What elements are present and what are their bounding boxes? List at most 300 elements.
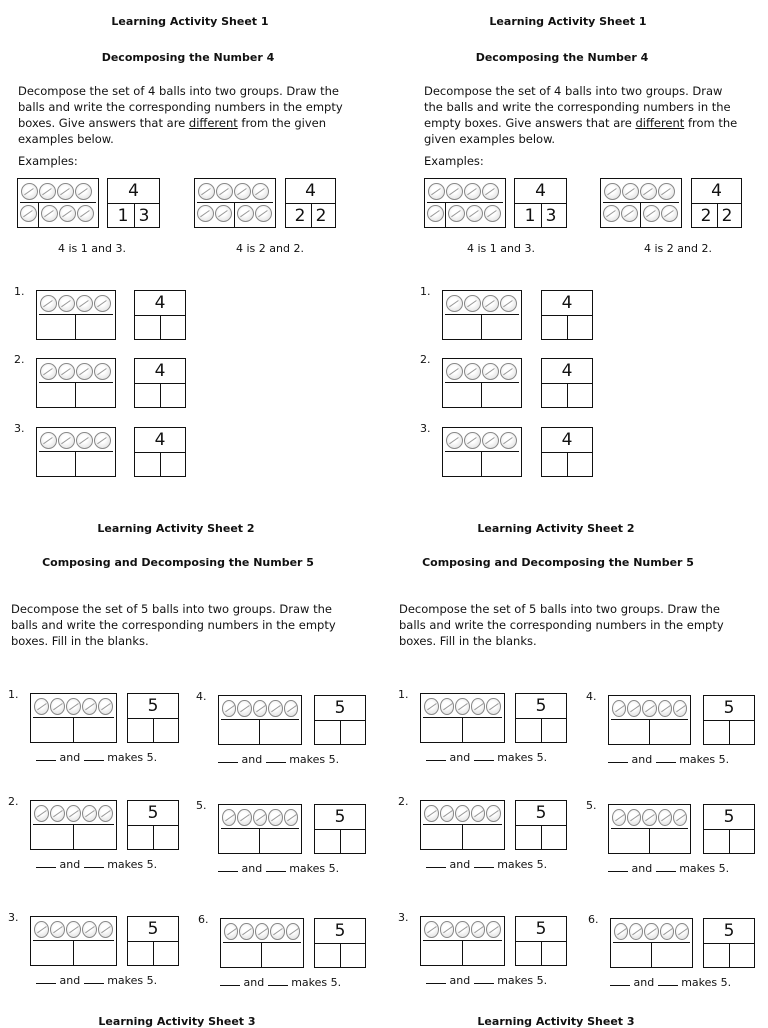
bond-right-input[interactable]: [153, 719, 178, 743]
ball-icon: [642, 809, 656, 826]
and-word: and: [631, 753, 653, 766]
answer-area-right[interactable]: [77, 383, 115, 407]
number-bond-example-2: [285, 178, 336, 228]
sheet1-subtitle: Decomposing the Number 4: [101, 51, 275, 64]
number-bond: [541, 427, 593, 477]
answer-area-left[interactable]: [31, 825, 73, 849]
and-word: and: [59, 974, 81, 987]
ball-icon: [621, 205, 638, 222]
answer-area-right[interactable]: [74, 941, 116, 965]
number-bond: [314, 804, 366, 854]
answer-area-left[interactable]: [219, 720, 259, 744]
ball-icon: [76, 432, 93, 449]
ball-icon: [428, 183, 445, 200]
ball-icon: [253, 700, 267, 717]
bond-left-input[interactable]: [704, 944, 729, 968]
ball-icon: [500, 295, 517, 312]
ball-icon: [644, 923, 658, 940]
and-word: and: [449, 751, 471, 764]
ball-icon: [427, 205, 444, 222]
blank-2[interactable]: [656, 762, 676, 763]
answer-area-left[interactable]: [37, 383, 75, 407]
fill-in-sentence: [36, 751, 157, 764]
bond-total: 5: [315, 919, 365, 944]
ball-icon: [40, 295, 57, 312]
ball-icon: [66, 805, 81, 822]
number-bond-example-1: [514, 178, 567, 228]
ball-icon: [237, 700, 251, 717]
bond-left-input[interactable]: [542, 384, 567, 408]
ball-icon: [622, 183, 639, 200]
ball-icon: [252, 183, 269, 200]
ball-icon: [284, 809, 298, 826]
ball-icon: [440, 698, 455, 715]
blank-2[interactable]: [474, 760, 494, 761]
ball-icon: [440, 805, 455, 822]
example-1-caption: 4 is 1 and 3.: [58, 242, 126, 255]
answer-area-left[interactable]: [221, 943, 261, 967]
bond-left-input[interactable]: [704, 830, 729, 854]
ball-icon: [98, 698, 113, 715]
ball-icon: [215, 205, 232, 222]
answer-area-right[interactable]: [483, 315, 521, 339]
fill-in-sentence: [36, 858, 157, 871]
ball-icon: [486, 921, 501, 938]
bond-left: 2: [294, 206, 306, 226]
ball-icon: [466, 205, 483, 222]
answer-area-left[interactable]: [421, 825, 462, 849]
ball-icon: [673, 809, 687, 826]
ball-icon: [482, 295, 499, 312]
bond-right-input[interactable]: [160, 316, 185, 340]
worksheet-right: [384, 0, 768, 1028]
number-bond: [134, 427, 186, 477]
answer-area-right[interactable]: [261, 829, 301, 853]
bond-right-input[interactable]: [729, 944, 754, 968]
ball-icon: [642, 700, 656, 717]
ball-icon: [455, 805, 470, 822]
ball-icon: [464, 363, 481, 380]
ball-frame: [30, 916, 117, 966]
number-bond: [134, 358, 186, 408]
ball-icon: [448, 205, 465, 222]
fill-in-sentence: [610, 976, 731, 989]
ball-frame: [420, 800, 505, 850]
item-number: 3.: [8, 911, 19, 924]
ball-icon: [446, 295, 463, 312]
sheet2-instructions: Decompose the set of 5 balls into two groups. Draw the balls and write the corresponding numbers in the empty boxes. Fill in the blanks.: [399, 602, 724, 648]
answer-area-right[interactable]: [77, 452, 115, 476]
ball-frame: [442, 290, 522, 340]
ball-frame-example-2: [600, 178, 682, 228]
bond-left-input[interactable]: [135, 384, 160, 408]
answer-area-left[interactable]: [421, 718, 462, 742]
ball-icon: [455, 698, 470, 715]
ball-icon: [658, 183, 675, 200]
ball-icon: [446, 432, 463, 449]
answer-area-left[interactable]: [609, 720, 649, 744]
answer-area-right[interactable]: [263, 943, 303, 967]
number-bond: [134, 290, 186, 340]
ball-icon: [658, 700, 672, 717]
makes-text: makes 5.: [107, 858, 158, 871]
number-bond: [515, 916, 567, 966]
item-number: 6.: [198, 913, 209, 926]
answer-area-right[interactable]: [650, 829, 690, 853]
ball-icon: [222, 809, 236, 826]
ball-icon: [77, 205, 94, 222]
answer-area-left[interactable]: [443, 315, 481, 339]
bond-left-input[interactable]: [516, 942, 541, 966]
fill-in-sentence: [36, 974, 157, 987]
bond-total: 5: [516, 694, 566, 719]
item-number: 1.: [8, 688, 19, 701]
ball-icon: [50, 698, 65, 715]
number-bond: [703, 918, 755, 968]
ball-icon: [627, 809, 641, 826]
example-2-caption: 4 is 2 and 2.: [236, 242, 304, 255]
blank-1[interactable]: [220, 985, 240, 986]
ball-icon: [446, 183, 463, 200]
bond-right-input[interactable]: [340, 830, 365, 854]
number-bond-example-2: [691, 178, 742, 228]
ball-icon: [58, 363, 75, 380]
bond-total: 5: [516, 917, 566, 942]
makes-text: makes 5.: [497, 974, 548, 987]
blank-2[interactable]: [658, 985, 678, 986]
answer-area-right[interactable]: [74, 718, 116, 742]
item-number: 2.: [8, 795, 19, 808]
ball-icon: [455, 921, 470, 938]
ball-icon: [500, 432, 517, 449]
bond-left-input[interactable]: [315, 721, 340, 745]
ball-icon: [98, 805, 113, 822]
item-number: 1.: [420, 285, 431, 298]
fill-in-sentence: [608, 862, 729, 875]
answer-area-left[interactable]: [37, 452, 75, 476]
bond-right-input[interactable]: [160, 453, 185, 477]
number-bond: [314, 918, 366, 968]
ball-frame: [608, 695, 691, 745]
bond-left-input[interactable]: [516, 719, 541, 743]
ball-icon: [446, 363, 463, 380]
ball-icon: [464, 295, 481, 312]
ball-icon: [612, 809, 626, 826]
bond-total: 4: [515, 179, 566, 204]
bond-right-input[interactable]: [567, 453, 592, 477]
blank-2[interactable]: [656, 871, 676, 872]
ball-icon: [471, 805, 486, 822]
sheet1-title: Learning Activity Sheet 1: [111, 15, 269, 28]
ball-icon: [75, 183, 92, 200]
and-word: and: [241, 862, 263, 875]
bond-right-input[interactable]: [153, 942, 178, 966]
ball-icon: [237, 809, 251, 826]
ball-frame: [218, 695, 302, 745]
ball-icon: [20, 205, 37, 222]
answer-area-left[interactable]: [37, 315, 75, 339]
ball-icon: [484, 205, 501, 222]
ball-icon: [284, 700, 298, 717]
bond-right-input[interactable]: [729, 830, 754, 854]
bond-left-input[interactable]: [128, 942, 153, 966]
answer-area-right[interactable]: [74, 825, 116, 849]
sheet2-instructions: Decompose the set of 5 balls into two groups. Draw the balls and write the corresponding numbers in the empty boxes. Fill in the blanks.: [11, 602, 336, 648]
bond-total: 4: [542, 359, 592, 384]
makes-text: makes 5.: [497, 858, 548, 871]
answer-area-left[interactable]: [611, 943, 651, 967]
blank-2[interactable]: [84, 760, 104, 761]
ball-icon: [268, 809, 282, 826]
ball-icon: [440, 921, 455, 938]
ball-icon: [612, 700, 626, 717]
ball-icon: [94, 363, 111, 380]
answer-area-right[interactable]: [463, 825, 504, 849]
number-bond: [541, 290, 593, 340]
and-word: and: [633, 976, 655, 989]
ball-icon: [66, 698, 81, 715]
answer-area-right[interactable]: [77, 315, 115, 339]
bond-left-input[interactable]: [315, 944, 340, 968]
blank-1[interactable]: [426, 983, 446, 984]
and-word: and: [449, 858, 471, 871]
bond-total: 4: [286, 179, 335, 204]
blank-1[interactable]: [218, 762, 238, 763]
makes-text: makes 5.: [679, 753, 730, 766]
ball-icon: [643, 205, 660, 222]
ball-icon: [41, 205, 58, 222]
answer-area-left[interactable]: [421, 941, 462, 965]
blank-1[interactable]: [36, 867, 56, 868]
blank-1[interactable]: [36, 983, 56, 984]
bond-right-input[interactable]: [153, 826, 178, 850]
ball-icon: [482, 363, 499, 380]
bond-total: 4: [542, 428, 592, 453]
bond-right-input[interactable]: [541, 826, 566, 850]
bond-left-input[interactable]: [128, 826, 153, 850]
ball-icon: [50, 921, 65, 938]
ball-frame: [420, 916, 505, 966]
ball-icon: [197, 205, 214, 222]
makes-text: makes 5.: [107, 974, 158, 987]
example-1-caption: 4 is 1 and 3.: [467, 242, 535, 255]
bond-right-input[interactable]: [567, 384, 592, 408]
makes-text: makes 5.: [289, 862, 340, 875]
answer-area-right[interactable]: [261, 720, 301, 744]
ball-icon: [255, 923, 269, 940]
ball-icon: [34, 921, 49, 938]
answer-area-right[interactable]: [483, 452, 521, 476]
ball-icon: [222, 700, 236, 717]
blank-1[interactable]: [426, 760, 446, 761]
bond-right-input[interactable]: [160, 384, 185, 408]
bond-total: 5: [128, 917, 178, 942]
bond-left-input[interactable]: [315, 830, 340, 854]
item-number: 6.: [588, 913, 599, 926]
blank-2[interactable]: [266, 871, 286, 872]
ball-icon: [59, 205, 76, 222]
ball-icon: [464, 183, 481, 200]
item-number: 4.: [196, 690, 207, 703]
answer-area-left[interactable]: [31, 941, 73, 965]
ball-icon: [39, 183, 56, 200]
number-bond: [127, 916, 179, 966]
ball-frame: [36, 427, 116, 477]
ball-icon: [629, 923, 643, 940]
bond-right-input[interactable]: [541, 719, 566, 743]
and-word: and: [59, 751, 81, 764]
ball-frame-example-1: [424, 178, 506, 228]
fill-in-sentence: [218, 753, 339, 766]
ball-icon: [268, 700, 282, 717]
ball-frame: [30, 693, 117, 743]
bond-left-input[interactable]: [135, 316, 160, 340]
ball-icon: [660, 923, 674, 940]
ball-frame: [608, 804, 691, 854]
fill-in-sentence: [218, 862, 339, 875]
blank-2[interactable]: [474, 983, 494, 984]
ball-icon: [82, 921, 97, 938]
answer-area-left[interactable]: [609, 829, 649, 853]
ball-frame: [30, 800, 117, 850]
bond-right-input[interactable]: [541, 942, 566, 966]
ball-icon: [424, 921, 439, 938]
bond-left-input[interactable]: [704, 721, 729, 745]
makes-text: makes 5.: [497, 751, 548, 764]
ball-icon: [255, 205, 272, 222]
bond-total: 4: [135, 428, 185, 453]
ball-icon: [486, 698, 501, 715]
answer-area-right[interactable]: [652, 943, 692, 967]
sheet3-title: Learning Activity Sheet 3: [477, 1015, 635, 1028]
bond-left-input[interactable]: [135, 453, 160, 477]
bond-right: 2: [721, 206, 733, 226]
examples-label: Examples:: [424, 154, 484, 168]
ball-icon: [40, 432, 57, 449]
example-2-caption: 4 is 2 and 2.: [644, 242, 712, 255]
number-bond: [314, 695, 366, 745]
ball-icon: [76, 295, 93, 312]
ball-icon: [239, 923, 253, 940]
fill-in-sentence: [220, 976, 341, 989]
blank-2[interactable]: [84, 983, 104, 984]
ball-icon: [58, 295, 75, 312]
ball-frame: [218, 804, 302, 854]
bond-left-input[interactable]: [542, 316, 567, 340]
and-word: and: [449, 974, 471, 987]
ball-icon: [66, 921, 81, 938]
ball-frame: [220, 918, 304, 968]
ball-icon: [98, 921, 113, 938]
ball-frame: [36, 358, 116, 408]
ball-icon: [482, 183, 499, 200]
ball-icon: [482, 432, 499, 449]
ball-icon: [58, 432, 75, 449]
fill-in-sentence: [426, 974, 547, 987]
bond-right: 3: [138, 206, 150, 226]
fill-in-sentence: [608, 753, 729, 766]
blank-2[interactable]: [474, 867, 494, 868]
ball-frame: [442, 358, 522, 408]
blank-1[interactable]: [608, 762, 628, 763]
number-bond: [127, 800, 179, 850]
answer-area-right[interactable]: [650, 720, 690, 744]
bond-total: 5: [704, 805, 754, 830]
answer-area-left[interactable]: [443, 452, 481, 476]
bond-right-input[interactable]: [340, 721, 365, 745]
ball-icon: [424, 805, 439, 822]
bond-left-input[interactable]: [542, 453, 567, 477]
ball-icon: [237, 205, 254, 222]
ball-icon: [21, 183, 38, 200]
answer-area-left[interactable]: [31, 718, 73, 742]
answer-area-right[interactable]: [483, 383, 521, 407]
ball-icon: [198, 183, 215, 200]
answer-area-right[interactable]: [463, 718, 504, 742]
item-number: 5.: [196, 799, 207, 812]
sheet2-title: Learning Activity Sheet 2: [477, 522, 635, 535]
item-number: 2.: [14, 353, 25, 366]
ball-icon: [216, 183, 233, 200]
fill-in-sentence: [426, 858, 547, 871]
item-number: 2.: [398, 795, 409, 808]
ball-icon: [50, 805, 65, 822]
bond-right-input[interactable]: [340, 944, 365, 968]
blank-1[interactable]: [36, 760, 56, 761]
ball-icon: [603, 205, 620, 222]
ball-icon: [640, 183, 657, 200]
ball-icon: [673, 700, 687, 717]
and-word: and: [243, 976, 265, 989]
blank-2[interactable]: [84, 867, 104, 868]
bond-right-input[interactable]: [729, 721, 754, 745]
ball-frame-example-1: [17, 178, 99, 228]
answer-area-left[interactable]: [443, 383, 481, 407]
answer-area-right[interactable]: [463, 941, 504, 965]
bond-total: 4: [135, 359, 185, 384]
ball-icon: [424, 698, 439, 715]
bond-left-input[interactable]: [128, 719, 153, 743]
number-bond: [541, 358, 593, 408]
bond-left-input[interactable]: [516, 826, 541, 850]
ball-icon: [82, 805, 97, 822]
ball-icon: [471, 698, 486, 715]
blank-1[interactable]: [426, 867, 446, 868]
number-bond: [515, 693, 567, 743]
answer-area-left[interactable]: [219, 829, 259, 853]
blank-2[interactable]: [266, 762, 286, 763]
item-number: 5.: [586, 799, 597, 812]
blank-1[interactable]: [218, 871, 238, 872]
ball-icon: [82, 698, 97, 715]
bond-right-input[interactable]: [567, 316, 592, 340]
item-number: 1.: [398, 688, 409, 701]
and-word: and: [59, 858, 81, 871]
blank-1[interactable]: [608, 871, 628, 872]
ball-icon: [40, 363, 57, 380]
ball-frame-example-2: [194, 178, 276, 228]
blank-2[interactable]: [268, 985, 288, 986]
ball-frame: [610, 918, 693, 968]
bond-left: 1: [117, 206, 129, 226]
sheet1-instructions: Decompose the set of 4 balls into two groups. Draw the balls and write the corresponding numbers in the empty boxes. Give answers that are different from the given examples below.: [424, 84, 738, 146]
bond-total: 5: [516, 801, 566, 826]
ball-icon: [94, 432, 111, 449]
ball-icon: [614, 923, 628, 940]
ball-frame: [420, 693, 505, 743]
bond-total: 4: [692, 179, 741, 204]
blank-1[interactable]: [610, 985, 630, 986]
